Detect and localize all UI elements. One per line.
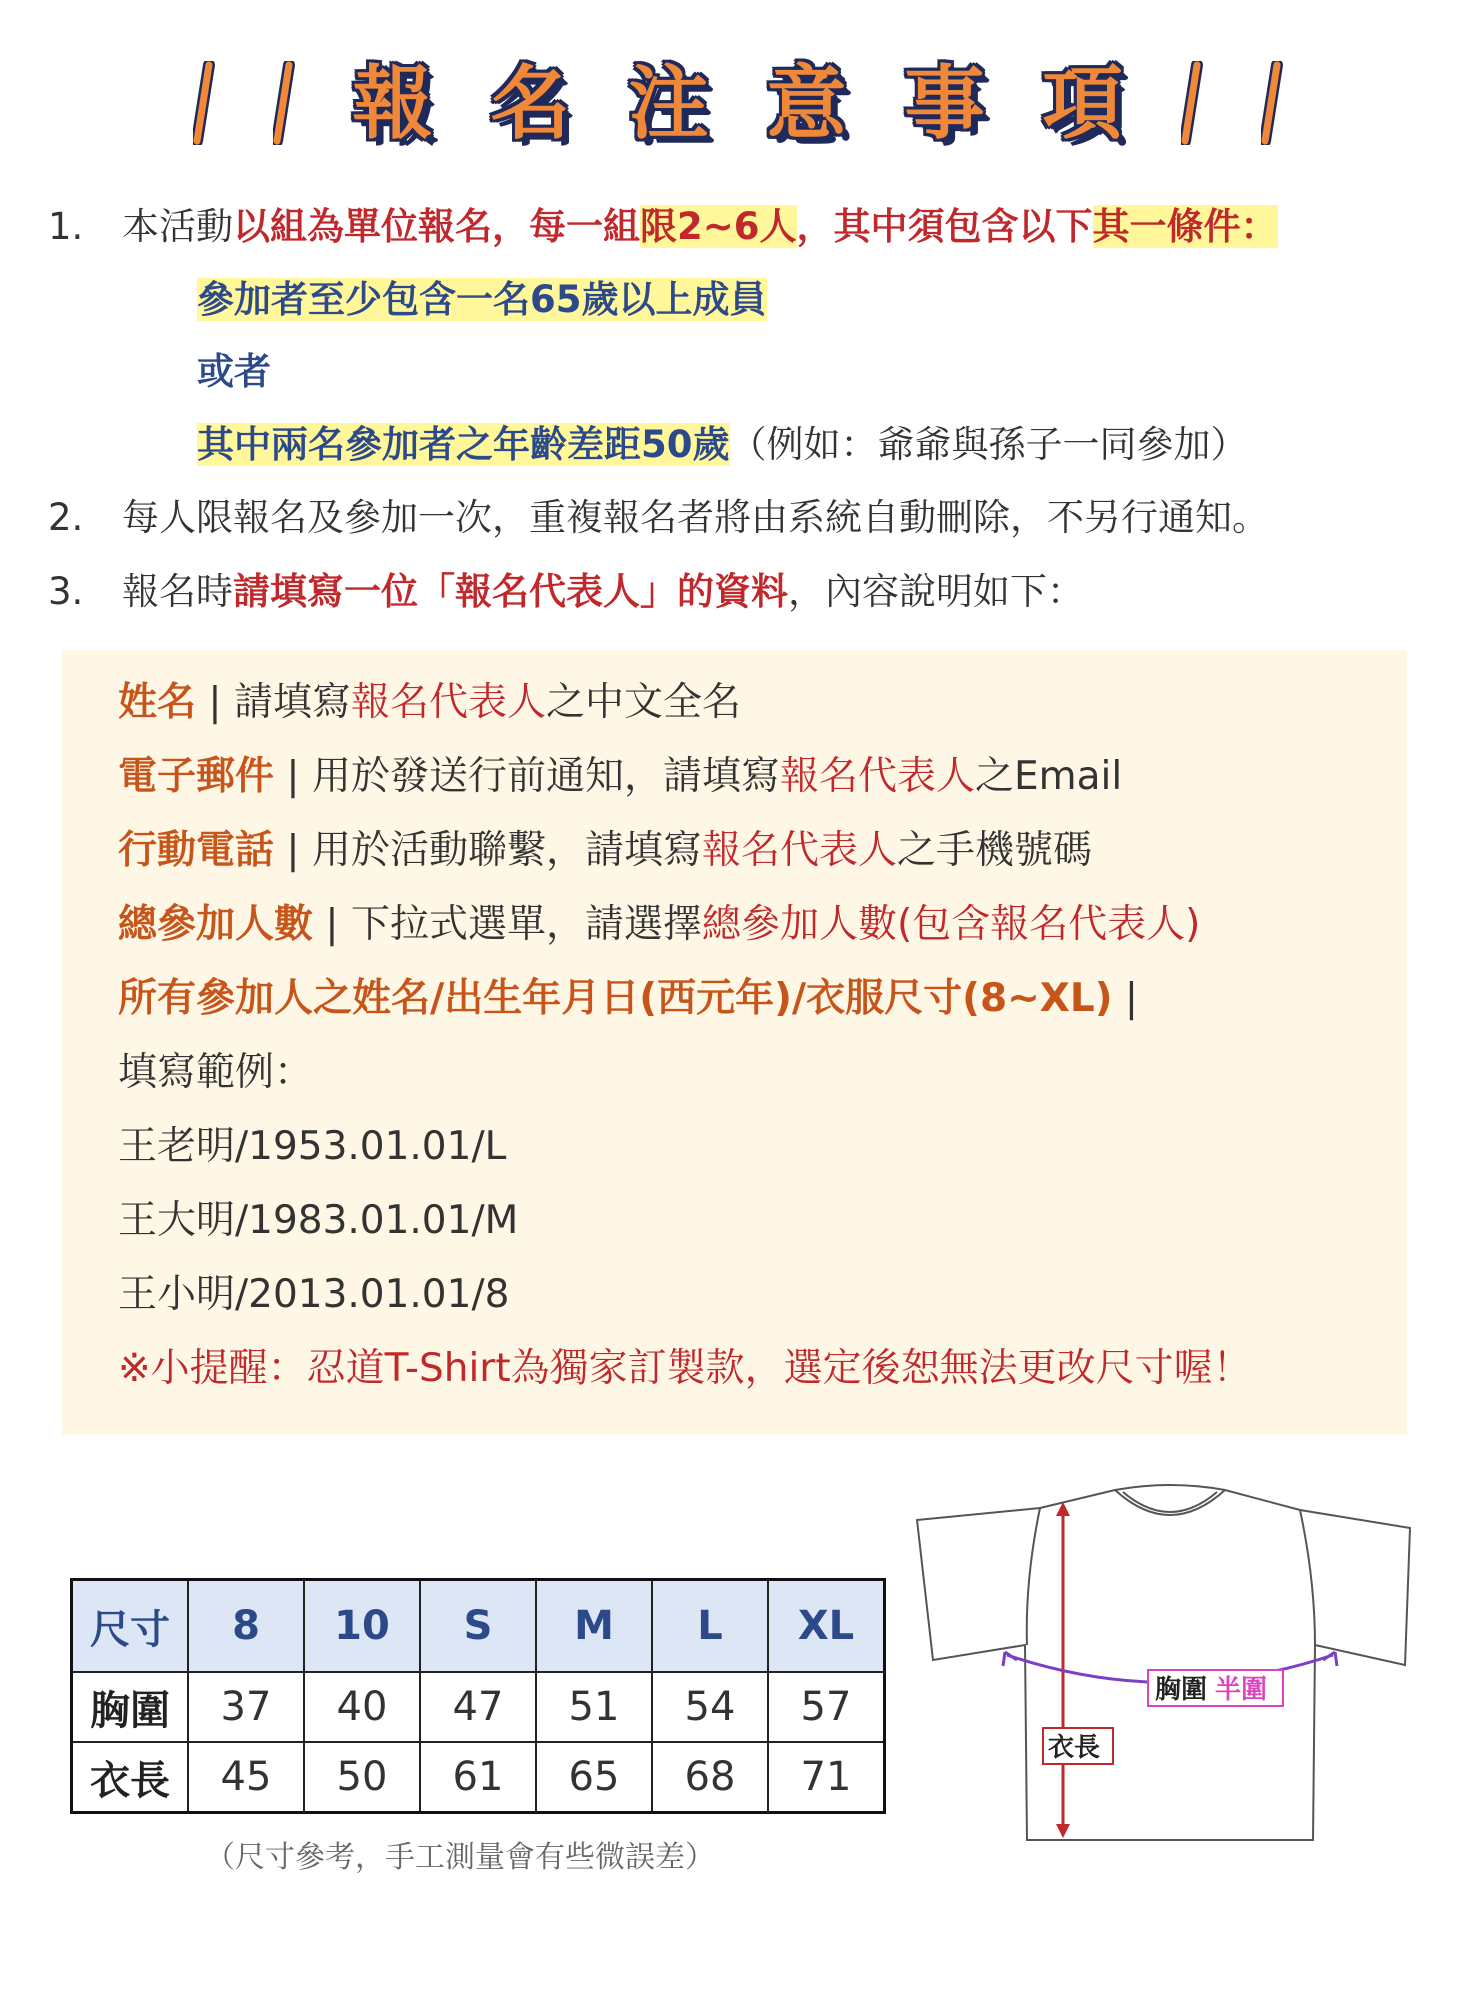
table-header-cell: S: [420, 1580, 536, 1673]
table-header-cell: 8: [188, 1580, 304, 1673]
table-row: [72, 1742, 885, 1813]
title-char: 報: [352, 56, 433, 150]
size-table: [70, 1578, 886, 1814]
table-header-row: [72, 1580, 885, 1673]
condition-or: 或者: [197, 350, 271, 393]
title-char: 事: [904, 56, 985, 150]
table-cell: 57: [768, 1672, 885, 1742]
table-row-label: 衣長: [72, 1742, 189, 1813]
rule-text: ，內容說明如下：: [788, 570, 1084, 613]
rule-emphasis: ，其中須包含以下: [796, 205, 1093, 248]
table-cell: 68: [652, 1742, 768, 1813]
rule-1: [48, 205, 1278, 249]
chest-half-label: 半圍: [1215, 1675, 1268, 1705]
info-participants: 所有參加人之姓名/出生年月日(西元年)/衣服尺寸(8~XL) |: [118, 976, 1139, 1021]
rule-3: [48, 570, 1084, 614]
rule-text: 每人限報名及參加一次，重複報名者將由系統自動刪除，不另行通知。: [122, 496, 1269, 539]
table-header-cell: 10: [304, 1580, 420, 1673]
info-name: 姓名 | 請填寫報名代表人之中文全名: [118, 680, 741, 725]
table-cell: 50: [304, 1742, 420, 1813]
rule-2: [48, 496, 1269, 540]
condition-1: 參加者至少包含一名65歲以上成員: [197, 278, 767, 321]
table-cell: 37: [188, 1672, 304, 1742]
example-item: 王小明/2013.01.01/8: [118, 1272, 510, 1317]
title-char: 名: [490, 56, 571, 150]
chest-label: 胸圍: [1155, 1675, 1208, 1705]
title-char: 意: [766, 56, 847, 150]
table-header-cell: 尺寸: [72, 1580, 189, 1673]
table-cell: 71: [768, 1742, 885, 1813]
table-header-cell: L: [652, 1580, 768, 1673]
rule-text: 本活動: [122, 205, 233, 248]
rule-number: 3.: [48, 570, 84, 613]
slash-icon: [273, 61, 295, 145]
example-item: 王老明/1953.01.01/L: [118, 1124, 507, 1169]
table-header-cell: XL: [768, 1580, 885, 1673]
slash-icon: [193, 61, 215, 145]
table-row: [72, 1672, 885, 1742]
table-cell: 61: [420, 1742, 536, 1813]
table-caption: （尺寸參考，手工測量會有些微誤差）: [205, 1840, 715, 1875]
info-box: [62, 650, 1407, 1435]
table-cell: 51: [536, 1672, 652, 1742]
example-item: 王大明/1983.01.01/M: [118, 1198, 519, 1243]
title-char: 注: [628, 56, 709, 150]
table-cell: 65: [536, 1742, 652, 1813]
rule-text: 報名時: [122, 570, 233, 613]
rule-emphasis: 請填寫一位「報名代表人」的資料: [233, 570, 788, 613]
rule-highlight: 其一條件：: [1092, 205, 1278, 248]
table-row-label: 胸圍: [72, 1672, 189, 1742]
example-label: 填寫範例：: [118, 1050, 314, 1095]
rule-number: 2.: [48, 496, 84, 539]
tshirt-diagram: [905, 1480, 1435, 1850]
table-header-cell: M: [536, 1580, 652, 1673]
condition-note: （例如：爺爺與孫子一同參加）: [729, 423, 1248, 466]
info-email: 電子郵件 | 用於發送行前通知，請填寫報名代表人之Email: [118, 754, 1123, 799]
info-count: 總參加人數 | 下拉式選單，請選擇總參加人數(包含報名代表人): [118, 902, 1201, 947]
rule-number: 1.: [48, 205, 84, 248]
reminder-text: ※小提醒：忍道T-Shirt為獨家訂製款，選定後恕無法更改尺寸喔！: [118, 1346, 1252, 1391]
rule-emphasis: 以組為單位報名，每一組: [233, 205, 640, 248]
table-cell: 40: [304, 1672, 420, 1742]
slash-icon: [1261, 61, 1283, 145]
table-cell: 47: [420, 1672, 536, 1742]
table-cell: 54: [652, 1672, 768, 1742]
slash-icon: [1181, 61, 1203, 145]
table-cell: 45: [188, 1742, 304, 1813]
page-title: [0, 48, 1475, 158]
rule-highlight: 限2~6人: [640, 205, 797, 248]
condition-2: 其中兩名參加者之年齡差距50歲（例如：爺爺與孫子一同參加）: [197, 423, 1248, 466]
title-char: 項: [1042, 56, 1123, 150]
length-label: 衣長: [1048, 1733, 1101, 1763]
info-phone: 行動電話 | 用於活動聯繫，請填寫報名代表人之手機號碼: [118, 828, 1092, 873]
